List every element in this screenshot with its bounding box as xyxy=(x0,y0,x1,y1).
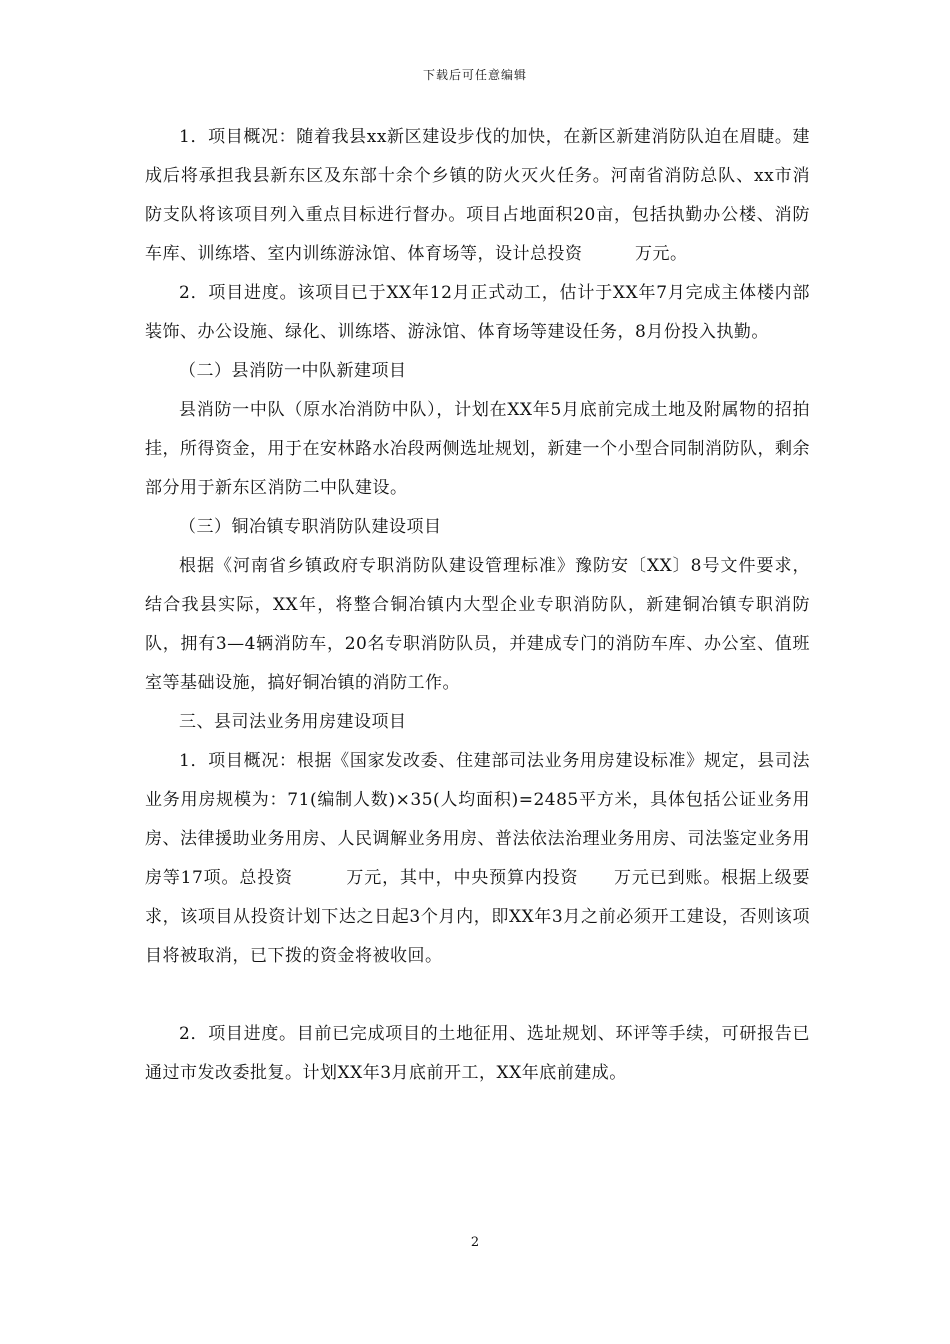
paragraph-judicial-progress: 2．项目进度。目前已完成项目的土地征用、选址规划、环评等手续，可研报告已通过市发改委批复。计划XX年3月底前开工，XX年底前建成。 xyxy=(145,1024,810,1083)
page-header: 下载后可任意编辑 xyxy=(422,68,527,82)
paragraph-judicial-overview: 1．项目概况：根据《国家发改委、住建部司法业务用房建设标准》规定，县司法业务用房规模为：71(编制人数)×35(人均面积)=2485平方米，具体包括公证业务用房、法律援助业务用房、人民调解业务用房、普法依法治理业务用房、司法鉴定业务用房等17项。总投资 万元，其中，中央预算内投资 万元已到账。根据上级要求，该项目从投资计划下达之日起3个月内，即XX年3月之前必须开工建设，否则该项目将被取消，已下拨的资金将被收回。 xyxy=(145,751,810,966)
page-number: 2 xyxy=(470,1235,480,1250)
section-heading-first-squadron: （二）县消防一中队新建项目 xyxy=(179,361,407,381)
paragraph-project-progress: 2．项目进度。该项目已于XX年12月正式动工，估计于XX年7月完成主体楼内部装饰、办公设施、绿化、训练塔、游泳馆、体育场等建设任务，8月份投入执勤。 xyxy=(145,283,810,342)
document-body xyxy=(145,118,810,1093)
paragraph-tongye-town: 根据《河南省乡镇政府专职消防队建设管理标准》豫防安〔XX〕8号文件要求，结合我县实际，XX年，将整合铜冶镇内大型企业专职消防队，新建铜冶镇专职消防队，拥有3—4辆消防车，20名专职消防队员，并建成专门的消防车库、办公室、值班室等基础设施，搞好铜冶镇的消防工作。 xyxy=(145,556,810,693)
paragraph-spacer xyxy=(145,976,810,1015)
paragraph-project-overview: 1．项目概况：随着我县xx新区建设步伐的加快，在新区新建消防队迫在眉睫。建成后将承担我县新东区及东部十余个乡镇的防火灭火任务。河南省消防总队、xx市消防支队将该项目列入重点目标进行督办。项目占地面积20亩，包括执勤办公楼、消防车库、训练塔、室内训练游泳馆、体育场等，设计总投资 万元。 xyxy=(145,127,810,264)
paragraph-first-squadron: 县消防一中队（原水冶消防中队），计划在XX年5月底前完成土地及附属物的招拍挂，所得资金，用于在安林路水冶段两侧选址规划，新建一个小型合同制消防队，剩余部分用于新东区消防二中队建设。 xyxy=(145,400,810,498)
section-heading-tongye-town: （三）铜冶镇专职消防队建设项目 xyxy=(179,517,442,537)
section-heading-judicial-building: 三、县司法业务用房建设项目 xyxy=(179,712,407,732)
